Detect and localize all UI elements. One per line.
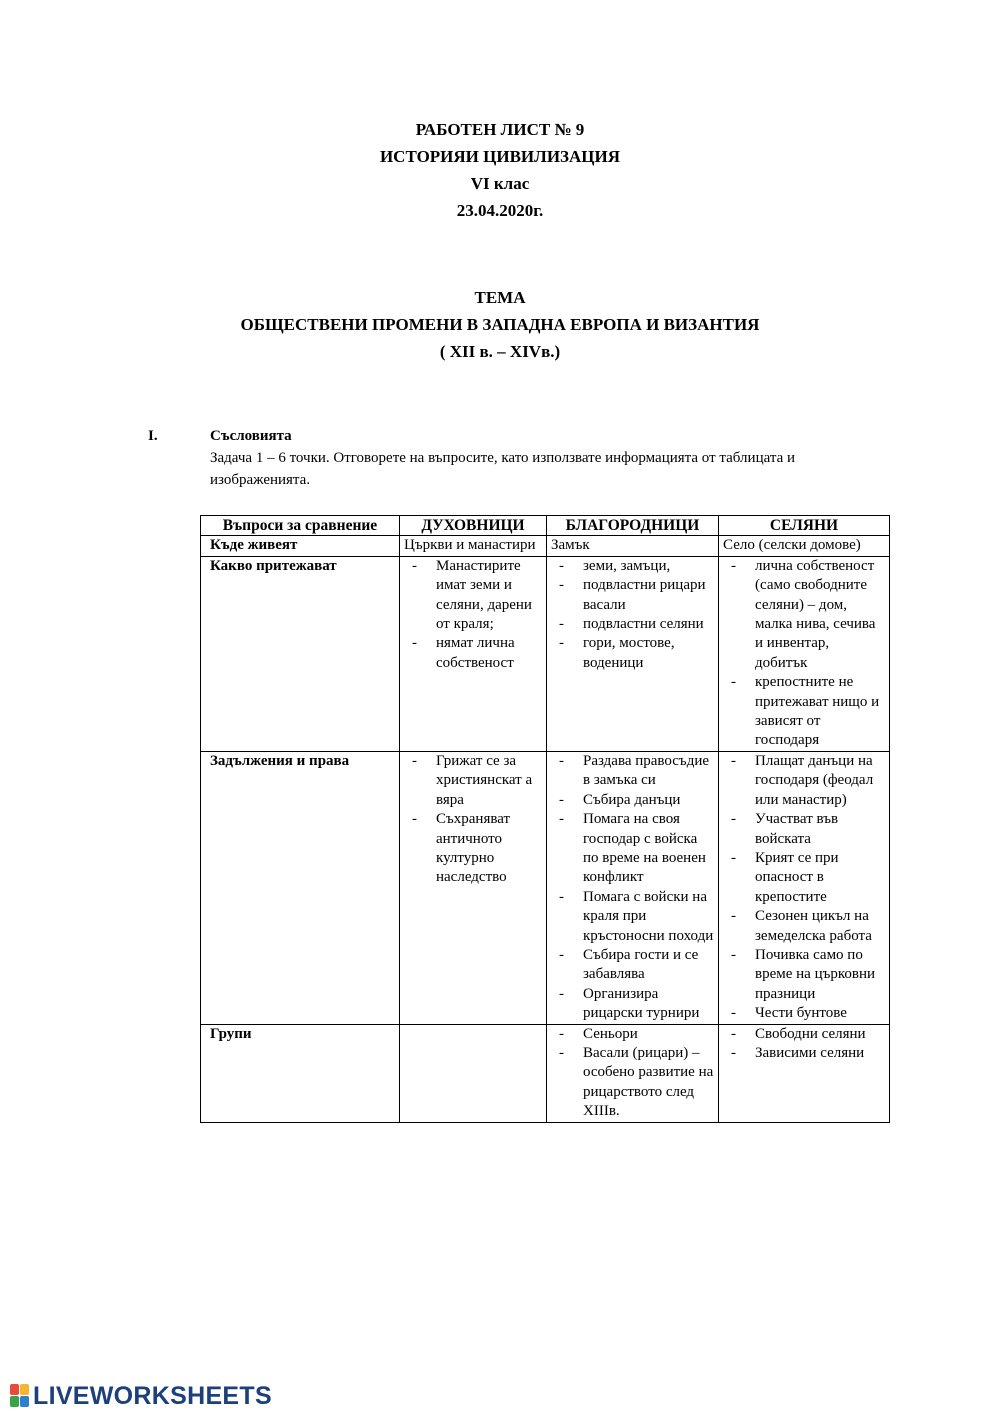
subject-title: ИСТОРИЯИ ЦИВИЛИЗАЦИЯ	[379, 147, 621, 166]
list-item: - крепостните не притежават нищо и зависят от господаря	[723, 673, 885, 751]
table-row	[201, 556, 890, 751]
list-item: - Сеньори	[551, 1025, 714, 1044]
list-item: - нямат лична собственост	[404, 634, 542, 673]
date-label: 23.04.2020г.	[456, 201, 544, 220]
table-row	[201, 1024, 890, 1122]
list-item: - Васали (рицари) – особено развитие на рицарството след XIIIв.	[551, 1044, 714, 1122]
list-item: - Съхраняват античното културно наследство	[404, 810, 542, 888]
row-label: Задължения и права	[201, 751, 400, 1024]
table-cell	[719, 1024, 890, 1122]
task-text: Задача 1 – 6 точки. Отговорете на въпросите, като използвате информацията от таблицата и изображенията.	[210, 450, 796, 488]
column-header: БЛАГОРОДНИЦИ	[547, 516, 719, 536]
table-cell: Църкви и манастири	[400, 536, 547, 556]
table-cell	[400, 751, 547, 1024]
section-title: Съсловията	[210, 428, 292, 444]
list-item: - лична собственост (само свободните селяни) – дом, малка нива, сечива и инвентар, добитък	[723, 557, 885, 673]
table-cell	[547, 556, 719, 751]
row-label: Групи	[201, 1024, 400, 1122]
list-item: - Събира гости и се забавлява	[551, 946, 714, 985]
list-item: - Раздава правосъдие в замъка си	[551, 752, 714, 791]
comparison-table	[200, 515, 890, 1123]
list-item: - Участват във войската	[723, 810, 885, 849]
list-item: - подвластни рицари васали	[551, 576, 714, 615]
liveworksheets-logo-icon	[10, 1384, 30, 1408]
table-cell	[547, 751, 719, 1024]
worksheet-number: РАБОТЕН ЛИСТ № 9	[415, 120, 585, 139]
column-header: СЕЛЯНИ	[719, 516, 890, 536]
topic-title: ОБЩЕСТВЕНИ ПРОМЕНИ В ЗАПАДНА ЕВРОПА И ВИЗАНТИЯ	[240, 315, 760, 334]
topic-block	[0, 284, 1000, 365]
list-item: - Плащат данъци на господаря (феодал или манастир)	[723, 752, 885, 810]
list-item: - Чести бунтове	[723, 1004, 885, 1023]
grade-label: VI клас	[470, 174, 530, 193]
list-item: - Зависими селяни	[723, 1044, 885, 1063]
row-label: Какво притежават	[201, 556, 400, 751]
topic-label: ТЕМА	[474, 288, 526, 307]
table-cell	[719, 556, 890, 751]
list-item: - Организира рицарски турнири	[551, 985, 714, 1024]
list-item: - Помага с войски на краля при кръстоносни походи	[551, 888, 714, 946]
liveworksheets-logo[interactable]	[10, 1381, 272, 1411]
table-cell	[400, 1024, 547, 1122]
table-cell	[400, 556, 547, 751]
list-item: - Свободни селяни	[723, 1025, 885, 1044]
table-cell: Замък	[547, 536, 719, 556]
table-cell: Село (селски домове)	[719, 536, 890, 556]
table-cell	[547, 1024, 719, 1122]
list-item: - Манастирите имат земи и селяни, дарени от краля;	[404, 557, 542, 635]
table-row	[201, 751, 890, 1024]
list-item: - Почивка само по време на църковни празници	[723, 946, 885, 1004]
row-label: Къде живеят	[201, 536, 400, 556]
list-item: - Сезонен цикъл на земеделска работа	[723, 907, 885, 946]
list-item: - подвластни селяни	[551, 615, 714, 634]
list-item: - Крият се при опасност в крепостите	[723, 849, 885, 907]
list-item: - земи, замъци,	[551, 557, 714, 576]
column-header: Въпроси за сравнение	[201, 516, 400, 536]
section-number: I.	[148, 428, 158, 444]
worksheet-header	[0, 116, 1000, 224]
table-cell	[719, 751, 890, 1024]
column-header: ДУХОВНИЦИ	[400, 516, 547, 536]
topic-period: ( XII в. – XIVв.)	[439, 342, 561, 361]
list-item: - гори, мостове, воденици	[551, 634, 714, 673]
table-header-row	[201, 516, 890, 536]
logo-text: LIVEWORKSHEETS	[33, 1381, 272, 1410]
list-item: - Събира данъци	[551, 791, 714, 810]
list-item: - Помага на своя господар с войска по време на военен конфликт	[551, 810, 714, 888]
list-item: - Грижат се за християнскат а вяра	[404, 752, 542, 810]
table-row	[201, 536, 890, 556]
